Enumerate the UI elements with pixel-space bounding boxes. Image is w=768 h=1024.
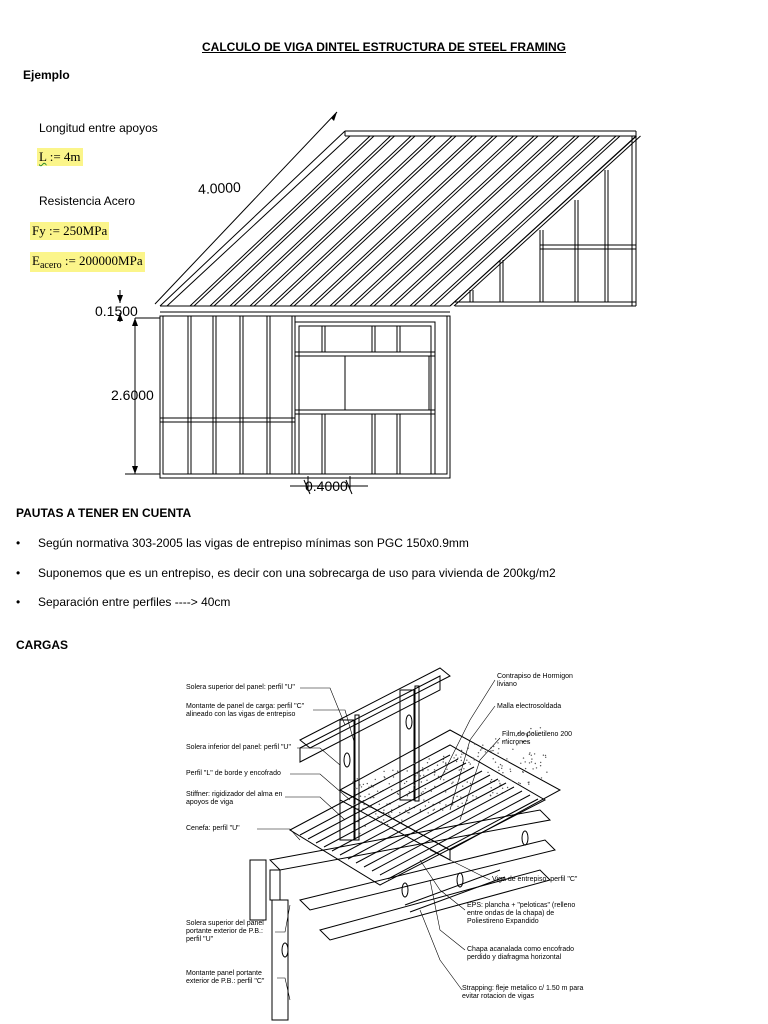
- guideline-text: Suponemos que es un entrepiso, es decir con una sobrecarga de uso para vivienda de 200kg/m2: [38, 566, 556, 580]
- label-deck: Chapa acanalada como encofrado perdido y diafragma horizontal: [467, 946, 575, 961]
- length-symbol: L: [39, 149, 47, 164]
- guidelines-heading: PAUTAS A TENER EN CUENTA: [16, 506, 192, 520]
- e-symbol: E: [32, 253, 40, 268]
- steel-label: Resistencia Acero: [39, 194, 136, 208]
- label-floor-joist: Viga de entrepiso: perfil "C": [492, 876, 578, 883]
- label-concrete: Contrapiso de Hormigon liviano: [497, 673, 573, 688]
- label-exterior-stud: Montante panel portante exterior de P.B.: perfil "C": [186, 970, 265, 985]
- label-edge-profile: Perfil "L" de borde y encofrado: [186, 770, 281, 777]
- label-stiffener: Stiffner: rigidizador del alma en apoyos de viga: [186, 791, 283, 806]
- length-value: := 4m: [46, 149, 81, 164]
- label-rim: Cenefa: perfil "U": [186, 825, 240, 832]
- label-exterior-top-track: Solera superior del panel portante exterior de P.B.: perfil "U": [186, 920, 264, 943]
- guideline-item: • Según normativa 303-2005 las vigas de entrepiso mínimas son PGC 150x0.9mm: [16, 536, 469, 550]
- example-heading: Ejemplo: [23, 68, 70, 82]
- e-subscript: acero: [39, 260, 62, 271]
- guideline-text: Según normativa 303-2005 las vigas de entrepiso mínimas son PGC 150x0.9mm: [38, 536, 469, 550]
- label-eps: EPS: plancha + "peloticas" (relleno entre ondas de la chapa) de Poliestireno Expandido: [467, 902, 576, 925]
- dim-top-thickness: 0.1500: [95, 303, 138, 319]
- label-load-stud: Montante de panel de carga: perfil "C" alineado con las vigas de entrepiso: [186, 703, 305, 718]
- label-bottom-track: Solera inferior del panel: perfil "U": [186, 744, 291, 751]
- label-film: Film de polietileno 200 micrones: [502, 731, 573, 746]
- guideline-item: • Separación entre perfiles ----> 40cm: [16, 595, 231, 609]
- dim-stud-spacing: 0.4000: [305, 478, 348, 494]
- document-title: CALCULO DE VIGA DINTEL ESTRUCTURA DE STEEL FRAMING: [201, 40, 566, 54]
- guideline-text: Separación entre perfiles ----> 40cm: [38, 595, 231, 609]
- guideline-item: • Suponemos que es un entrepiso, es decir con una sobrecarga de uso para vivienda de 200kg/m2: [16, 566, 556, 580]
- label-mesh: Malla electrosoldada: [497, 703, 562, 710]
- dim-wall-height: 2.6000: [111, 387, 154, 403]
- length-label: Longitud entre apoyos: [39, 121, 158, 135]
- label-top-track: Solera superior del panel: perfil "U": [186, 684, 295, 691]
- dim-roof-length: 4.0000: [197, 178, 242, 198]
- fy-formula: Fy := 250MPa: [32, 223, 108, 238]
- label-strapping: Strapping: fleje metalico c/ 1.50 m para evitar rotacion de vigas: [462, 985, 584, 1000]
- loads-heading: CARGAS: [16, 638, 69, 652]
- e-value: := 200000MPa: [61, 253, 143, 268]
